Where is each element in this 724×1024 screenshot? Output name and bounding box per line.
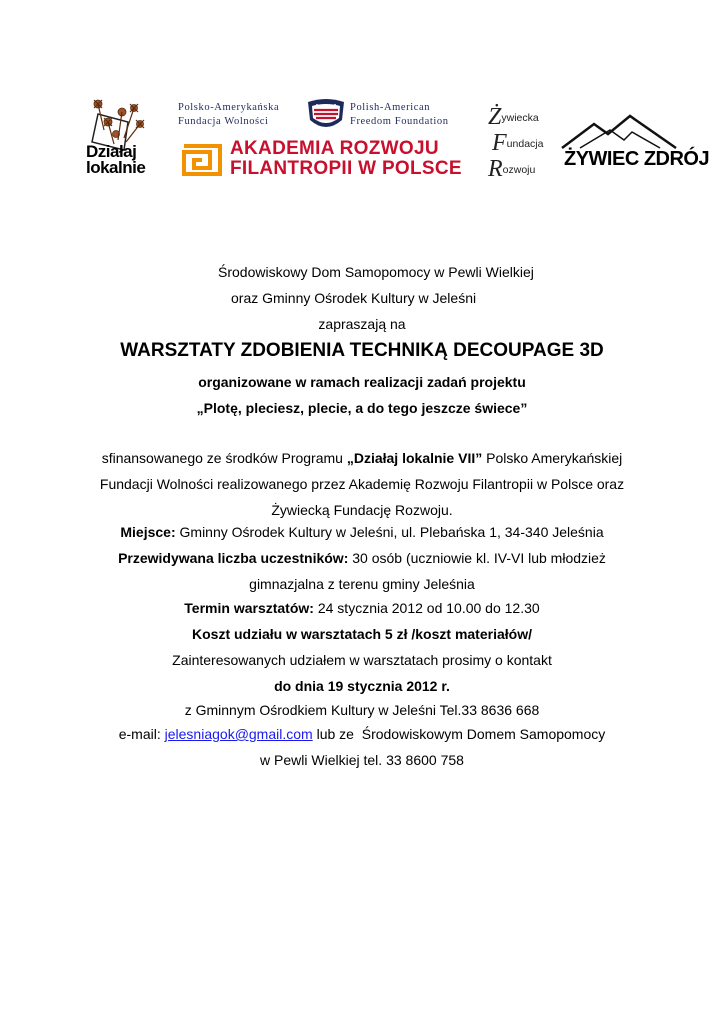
zfr-word2: undacja <box>506 138 544 150</box>
program-name: „Działaj lokalnie VII” <box>346 450 483 466</box>
email-suffix: lub ze Środowiskowym Domem Samopomocy <box>312 726 606 742</box>
email-prefix: e-mail: <box>118 726 165 742</box>
funding-line-3: Żywiecką Fundację Rozwoju. <box>271 502 453 518</box>
arfp-mark-icon <box>180 142 224 178</box>
zfr-word1: ywiecka <box>501 112 539 124</box>
dzialaj-line2: lokalnie <box>86 158 146 177</box>
participants-line <box>0 550 724 566</box>
contact-line-1: Zainteresowanych udziałem w warsztatach prosimy o kontakt <box>172 652 552 668</box>
pafw-english-name <box>350 101 478 129</box>
participants-line-2: gimnazjalna z terenu gminy Jeleśnia <box>249 576 475 592</box>
cost-line: Koszt udziału w warsztatach 5 zł /koszt materiałów/ <box>192 626 532 642</box>
place-label: Miejsce: <box>120 524 176 540</box>
pafw-pl-line1: Polsko-Amerykańska <box>178 102 280 113</box>
place-value: Gminny Ośrodek Kultury w Jeleśni, ul. Plebańska 1, 34-340 Jeleśnia <box>175 524 604 540</box>
email-link[interactable]: jelesniagok@gmail.com <box>164 726 313 742</box>
pafw-en-line1: Polish-American <box>350 102 431 113</box>
intro-line-2: oraz Gminny Ośrodek Kultury w Jeleśni <box>231 290 477 306</box>
deadline-line: do dnia 19 stycznia 2012 r. <box>274 678 450 694</box>
zfr-letter-r: R <box>488 156 503 182</box>
intro-line-3: zapraszają na <box>318 316 406 332</box>
arfp-line2: FILANTROPII W POLSCE <box>230 158 462 179</box>
project-name: „Plotę, pleciesz, plecie, a do tego jeszcze świece” <box>196 400 528 416</box>
zfr-logo <box>488 104 548 190</box>
email-line <box>0 726 724 742</box>
term-line <box>0 600 724 616</box>
term-label: Termin warsztatów: <box>184 600 314 616</box>
dzialaj-line1: Działaj <box>86 142 137 161</box>
intro-line-1: Środowiskowy Dom Samopomocy w Pewli Wielkiej <box>218 264 534 280</box>
mountains-icon <box>560 112 678 152</box>
contact-line-3: w Pewli Wielkiej tel. 33 8600 758 <box>260 752 464 768</box>
participants-value: 30 osób (uczniowie kl. IV-VI lub młodzież <box>348 550 606 566</box>
logo-banner <box>0 0 724 200</box>
subtitle-line-1: organizowane w ramach realizacji zadań projektu <box>198 374 526 390</box>
pafw-pl-line2: Fundacja Wolności <box>178 116 269 127</box>
term-value: 24 stycznia 2012 od 10.00 do 12.30 <box>313 600 540 616</box>
funding-text-a: sfinansowanego ze środków Programu <box>101 450 347 466</box>
pafw-shield-icon <box>306 98 346 134</box>
zfr-letter-z: Ż <box>488 104 502 130</box>
dzialaj-lokalnie-logo <box>84 94 156 186</box>
place-line <box>0 524 724 540</box>
funding-line-2: Fundacji Wolności realizowanego przez Akademię Rozwoju Filantropii w Polsce oraz <box>99 476 625 492</box>
zfr-word3: ozwoju <box>502 164 536 176</box>
participants-label: Przewidywana liczba uczestników: <box>118 550 349 566</box>
zywiec-zdroj-text: ŻYWIEC ZDRÓJ <box>564 148 710 170</box>
pafw-en-line2: Freedom Foundation <box>350 116 449 127</box>
page-title: WARSZTATY ZDOBIENIA TECHNIKĄ DECOUPAGE 3D <box>120 340 604 361</box>
zfr-letter-f: F <box>492 130 507 156</box>
arfp-line1: AKADEMIA ROZWOJU <box>230 138 439 159</box>
pafw-polish-name <box>178 101 306 129</box>
funding-text-c: Polsko Amerykańskiej <box>482 450 623 466</box>
arfp-logo <box>178 138 462 182</box>
funding-line-1 <box>0 450 724 466</box>
contact-line-2: z Gminnym Ośrodkiem Kultury w Jeleśni Tel.33 8636 668 <box>184 702 540 718</box>
zywiec-zdroj-logo <box>560 112 710 192</box>
